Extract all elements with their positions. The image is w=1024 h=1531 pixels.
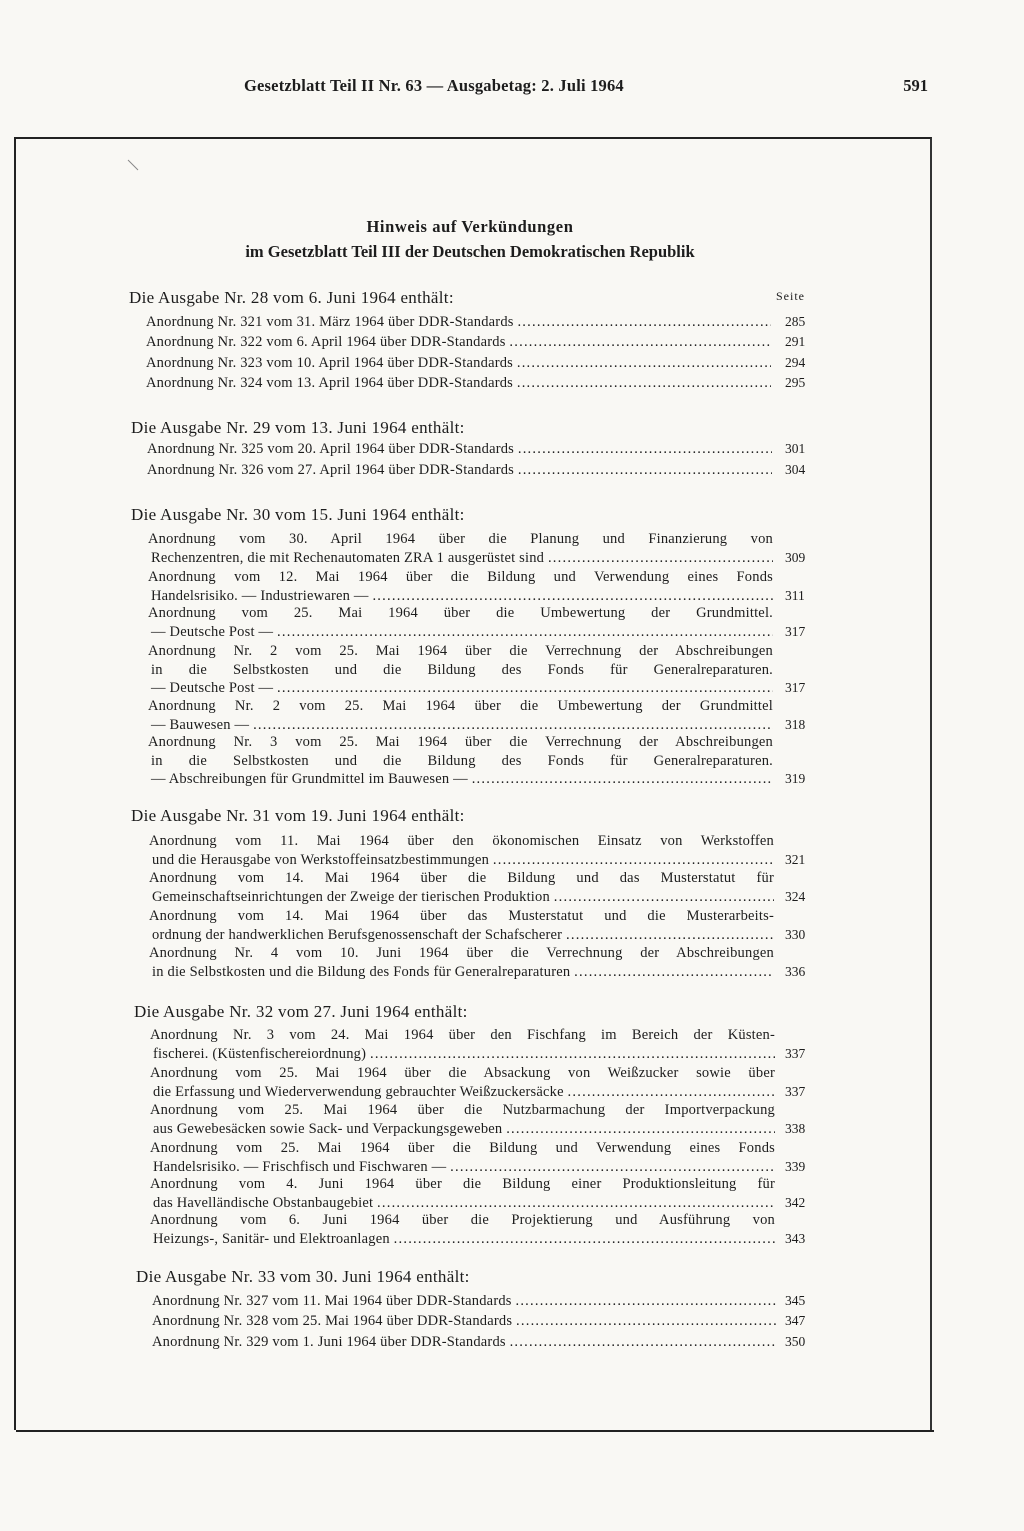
entry-text: Anordnung vom 25. Mai 1964 über die Bildung und Verwendung eines Fonds <box>150 1140 775 1156</box>
issue-heading: Die Ausgabe Nr. 32 vom 27. Juni 1964 enthält: <box>134 1002 468 1021</box>
list-item <box>146 313 771 332</box>
page-reference: 317 <box>785 623 806 639</box>
list-item <box>149 944 774 981</box>
entry-text: Handelsrisiko. — Frischfisch und Fischwaren — <box>153 1158 451 1175</box>
page-reference: 339 <box>785 1158 806 1174</box>
list-item <box>148 568 773 605</box>
page-reference: 317 <box>785 680 806 695</box>
leader-dots <box>518 461 772 480</box>
page-reference: 347 <box>785 1313 806 1328</box>
issue-heading: Die Ausgabe Nr. 30 vom 15. Juni 1964 enthält: <box>131 505 465 524</box>
leader-dots <box>568 1083 775 1102</box>
page-column-label: Seite <box>776 289 805 303</box>
entry-text: Anordnung Nr. 325 vom 20. April 1964 über DDR-Standards <box>147 441 518 457</box>
list-item <box>152 1312 777 1331</box>
entry-text: Anordnung Nr. 2 vom 25. Mai 1964 über die Verrechnung der Abschreibungen <box>148 643 773 659</box>
leader-dots <box>517 354 771 373</box>
list-item <box>150 1139 775 1176</box>
list-item <box>149 869 774 906</box>
page-reference: 342 <box>785 1194 806 1210</box>
entry-text: Anordnung vom 6. Juni 1964 über die Projektierung und Ausführung von <box>150 1212 775 1228</box>
entry-text: fischerei. (Küstenfischereiordnung) <box>153 1045 370 1062</box>
list-item <box>147 461 772 480</box>
leader-dots <box>472 770 773 789</box>
page-reference: 330 <box>785 926 806 942</box>
entry-text: Anordnung Nr. 323 vom 10. April 1964 über DDR-Standards <box>146 355 517 371</box>
entry-text: Anordnung vom 25. Mai 1964 über die Absackung von Weißzucker sowie über <box>150 1065 775 1081</box>
list-item <box>150 1211 775 1248</box>
list-item <box>146 374 771 393</box>
entry-text: aus Gewebesäcken sowie Sack- und Verpackungsgeweben <box>153 1120 507 1137</box>
leader-dots <box>517 313 771 332</box>
entry-text: in die Selbstkosten und die Bildung des Fonds für Generalreparaturen. <box>151 661 773 678</box>
page-reference: 324 <box>785 888 806 904</box>
entry-text: Anordnung vom 11. Mai 1964 über den ökonomischen Einsatz von Werkstoffen <box>149 833 774 849</box>
bottom-rule <box>16 1430 934 1432</box>
list-item <box>148 642 773 698</box>
leader-dots <box>506 1120 775 1139</box>
page-reference: 336 <box>785 963 806 979</box>
page-reference: 338 <box>785 1120 806 1136</box>
page-reference: 321 <box>785 851 806 867</box>
list-item <box>150 1026 775 1063</box>
leader-dots <box>493 851 774 870</box>
page-reference: 350 <box>785 1334 806 1349</box>
page-header <box>0 76 1024 100</box>
list-item <box>150 1101 775 1138</box>
entry-text: das Havelländische Obstanbaugebiet <box>153 1194 378 1211</box>
issue-heading: Die Ausgabe Nr. 31 vom 19. Juni 1964 enthält: <box>131 806 465 825</box>
entry-text: — Abschreibungen für Grundmittel im Bauwesen — <box>151 771 472 787</box>
entry-text: Anordnung Nr. 324 vom 13. April 1964 über DDR-Standards <box>146 375 517 391</box>
page-reference: 285 <box>785 314 806 329</box>
entry-text: Gemeinschaftseinrichtungen der Zweige der tierischen Produktion <box>152 888 554 905</box>
issue-heading: Die Ausgabe Nr. 28 vom 6. Juni 1964 enthält: <box>129 288 454 307</box>
entry-text: Anordnung Nr. 328 vom 25. Mai 1964 über DDR-Standards <box>152 1313 517 1329</box>
entry-text: — Deutsche Post — <box>151 623 278 640</box>
list-item <box>150 1175 775 1212</box>
entry-text: Anordnung Nr. 329 vom 1. Juni 1964 über DDR-Standards <box>152 1334 510 1350</box>
leader-dots <box>518 440 772 459</box>
page-reference: 291 <box>785 334 806 349</box>
entry-text: Anordnung Nr. 3 vom 24. Mai 1964 über den Fischfang im Bereich der Küsten- <box>150 1027 775 1043</box>
leader-dots <box>277 623 773 642</box>
page-reference: 345 <box>785 1293 806 1308</box>
entry-text: Anordnung vom 4. Juni 1964 über die Bildung einer Produktionsleitung für <box>150 1176 775 1192</box>
list-item <box>146 354 771 373</box>
entry-text: Anordnung vom 25. Mai 1964 über die Umbewertung der Grundmittel. <box>148 605 773 621</box>
entry-text: Heizungs-, Sanitär- und Elektroanlagen <box>153 1230 394 1247</box>
header-title: Gesetzblatt Teil II Nr. 63 — Ausgabetag: 2. Juli 1964 <box>244 76 624 95</box>
entry-text: ordnung der handwerklichen Berufsgenossenschaft der Schafscherer <box>152 926 567 943</box>
leader-dots <box>394 1230 775 1249</box>
page-reference: 318 <box>785 716 806 732</box>
page-reference: 343 <box>785 1230 806 1246</box>
list-item <box>148 697 773 734</box>
entry-text: Anordnung Nr. 2 vom 25. Mai 1964 über die Umbewertung der Grundmittel <box>148 698 773 714</box>
list-item <box>146 333 771 352</box>
entry-text: die Erfassung und Wiederverwendung gebrauchter Weißzuckersäcke <box>153 1083 568 1100</box>
leader-dots <box>510 1333 777 1352</box>
entry-text: Anordnung vom 25. Mai 1964 über die Nutzbarmachung der Importverpackung <box>150 1102 775 1118</box>
leader-dots <box>372 587 773 606</box>
pencil-mark <box>126 158 140 172</box>
leader-dots <box>515 1292 777 1311</box>
entry-text: Anordnung vom 12. Mai 1964 über die Bildung und Verwendung eines Fonds <box>148 569 773 585</box>
page-reference: 301 <box>785 441 806 456</box>
issue-heading: Die Ausgabe Nr. 33 vom 30. Juni 1964 enthält: <box>136 1267 470 1286</box>
notice-title: Hinweis auf Verkündungen <box>366 217 574 236</box>
entry-text: Anordnung Nr. 322 vom 6. April 1964 über DDR-Standards <box>146 334 510 350</box>
entry-text: Anordnung Nr. 326 vom 27. April 1964 über DDR-Standards <box>147 462 518 478</box>
list-item <box>150 1064 775 1101</box>
page-reference: 295 <box>785 375 806 390</box>
page-reference: 309 <box>785 549 806 565</box>
entry-text: und die Herausgabe von Werkstoffeinsatzbestimmungen <box>152 851 493 868</box>
page-reference: 294 <box>785 355 806 370</box>
leader-dots <box>517 374 771 393</box>
entry-text: Rechenzentren, die mit Rechenautomaten ZRA 1 ausgerüstet sind <box>151 549 548 566</box>
entry-text: Anordnung Nr. 327 vom 11. Mai 1964 über DDR-Standards <box>152 1293 516 1309</box>
leader-dots <box>554 888 774 907</box>
notice-subtitle: im Gesetzblatt Teil III der Deutschen Demokratischen Republik <box>245 242 695 261</box>
list-item <box>148 530 773 567</box>
entry-text: — Deutsche Post — <box>151 680 278 696</box>
list-item <box>149 907 774 944</box>
entry-text: Anordnung vom 14. Mai 1964 über die Bildung und das Musterstatut für <box>149 870 774 886</box>
page-reference: 311 <box>785 587 805 603</box>
list-item <box>148 733 773 789</box>
list-item <box>147 440 772 459</box>
list-item <box>152 1292 777 1311</box>
page-reference: 337 <box>785 1045 806 1061</box>
page-number: 591 <box>903 76 928 95</box>
entry-text: in die Selbstkosten und die Bildung des Fonds für Generalreparaturen <box>152 963 575 980</box>
page-reference: 304 <box>785 462 806 477</box>
leader-dots <box>450 1158 775 1177</box>
leader-dots <box>516 1312 777 1331</box>
entry-text: Anordnung vom 30. April 1964 über die Planung und Finanzierung von <box>148 531 773 547</box>
entry-text: Anordnung Nr. 3 vom 25. Mai 1964 über die Verrechnung der Abschreibungen <box>148 734 773 750</box>
leader-dots <box>277 679 773 698</box>
leader-dots <box>377 1194 775 1213</box>
list-item <box>148 604 773 641</box>
entry-text: Handelsrisiko. — Industriewaren — <box>151 587 373 604</box>
leader-dots <box>574 963 774 982</box>
entry-text: — Bauwesen — <box>151 716 254 733</box>
entry-text: Anordnung vom 14. Mai 1964 über das Musterstatut und die Musterarbeits- <box>149 908 774 924</box>
list-item <box>149 832 774 869</box>
entry-text: Anordnung Nr. 321 vom 31. März 1964 über DDR-Standards <box>146 314 518 330</box>
page-reference: 319 <box>785 771 806 786</box>
entry-text: Anordnung Nr. 4 vom 10. Juni 1964 über die Verrechnung der Abschreibungen <box>149 945 774 961</box>
leader-dots <box>370 1045 775 1064</box>
page-reference: 337 <box>785 1083 806 1099</box>
list-item <box>152 1333 777 1352</box>
leader-dots <box>253 716 773 735</box>
leader-dots <box>566 926 774 945</box>
leader-dots <box>509 333 771 352</box>
issue-heading: Die Ausgabe Nr. 29 vom 13. Juni 1964 enthält: <box>131 418 465 437</box>
entry-text: in die Selbstkosten und die Bildung des Fonds für Generalreparaturen. <box>151 752 773 769</box>
leader-dots <box>548 549 773 568</box>
